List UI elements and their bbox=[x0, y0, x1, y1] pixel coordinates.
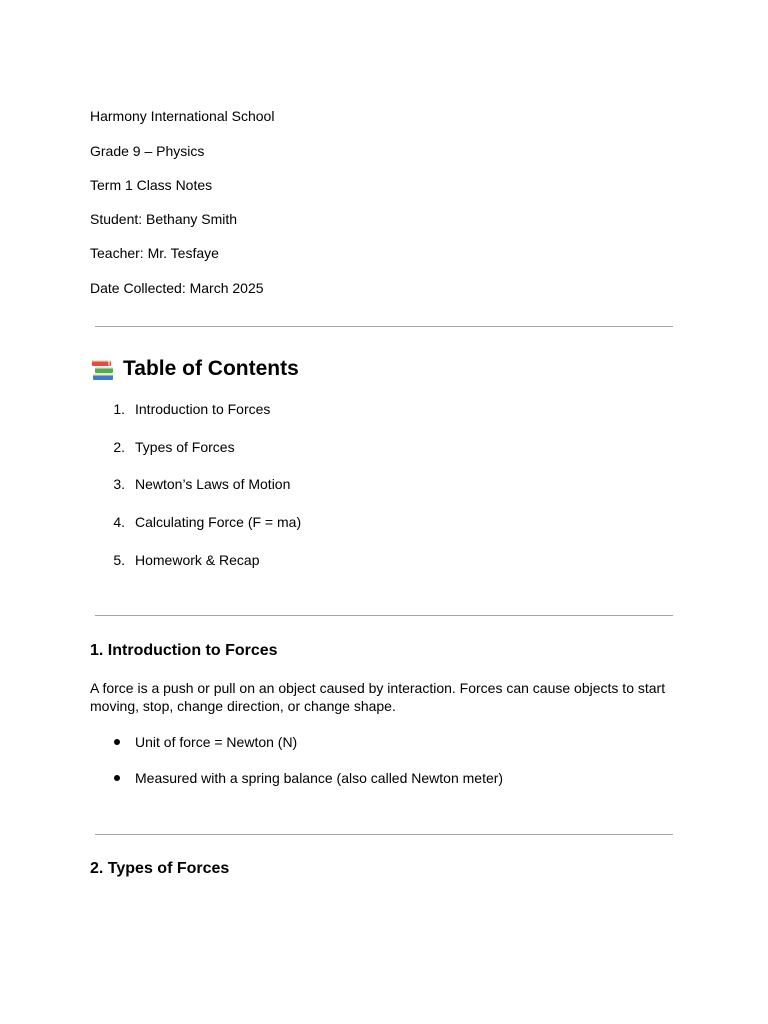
toc-item-number: 4. bbox=[113, 514, 125, 530]
toc-item-label: Types of Forces bbox=[135, 439, 235, 455]
section-paragraph: A force is a push or pull on an object caused by interaction. Forces can cause objects to start moving, stop, change direction, or change shape. bbox=[90, 680, 666, 714]
horizontal-divider bbox=[95, 615, 673, 616]
bullet-icon bbox=[114, 739, 120, 745]
section-heading: 1. Introduction to Forces bbox=[90, 642, 278, 659]
toc-item-number: 2. bbox=[113, 439, 125, 455]
grade-subject: Grade 9 – Physics bbox=[90, 143, 205, 159]
toc-title: Table of Contents bbox=[123, 357, 299, 380]
horizontal-divider bbox=[95, 834, 673, 835]
date-collected: Date Collected: March 2025 bbox=[90, 280, 264, 296]
toc-heading bbox=[90, 355, 299, 383]
term-notes: Term 1 Class Notes bbox=[90, 177, 213, 193]
student-name: Student: Bethany Smith bbox=[90, 211, 238, 227]
toc-item-label: Newton’s Laws of Motion bbox=[135, 476, 291, 492]
toc-item-label: Introduction to Forces bbox=[135, 401, 271, 417]
list-item-text: Unit of force = Newton (N) bbox=[135, 734, 298, 750]
section-heading: 2. Types of Forces bbox=[90, 860, 230, 877]
school-name: Harmony International School bbox=[90, 108, 275, 124]
toc-item-number: 3. bbox=[113, 476, 125, 492]
toc-item-number: 1. bbox=[113, 401, 125, 417]
teacher-name: Teacher: Mr. Tesfaye bbox=[90, 245, 219, 261]
horizontal-divider bbox=[95, 326, 673, 327]
toc-item-label: Calculating Force (F = ma) bbox=[135, 514, 302, 530]
list-item-text: Measured with a spring balance (also called Newton meter) bbox=[135, 770, 504, 786]
toc-item-number: 5. bbox=[113, 552, 125, 568]
bullet-icon bbox=[114, 775, 120, 781]
toc-item-label: Homework & Recap bbox=[135, 552, 260, 568]
books-icon bbox=[90, 356, 116, 382]
